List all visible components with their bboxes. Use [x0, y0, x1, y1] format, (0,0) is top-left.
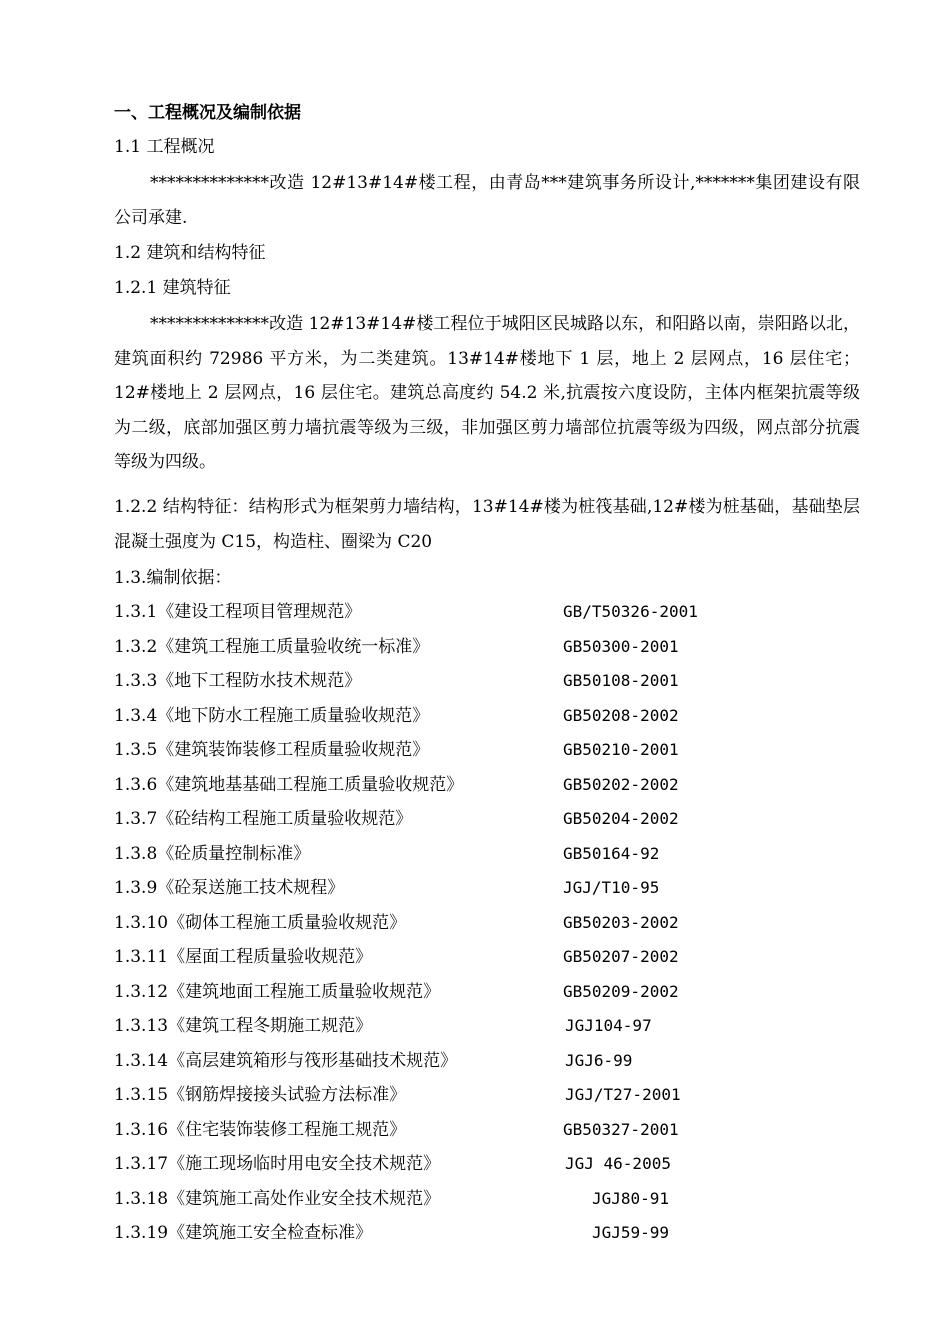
reference-code: GB50210-2001 [563, 740, 679, 759]
reference-item [114, 1050, 860, 1072]
subsection-1-2-1: 1.2.1 建筑特征 [114, 278, 231, 298]
subsection-1-1: 1.1 工程概况 [114, 137, 215, 157]
reference-code: JGJ59-99 [592, 1223, 670, 1242]
reference-code: GB50208-2002 [563, 706, 679, 725]
reference-item [114, 739, 860, 761]
reference-title: 1.3.8《砼质量控制标准》 [114, 844, 311, 864]
reference-title: 1.3.9《砼泵送施工技术规程》 [114, 878, 345, 898]
reference-title: 1.3.2《建筑工程施工质量验收统一标准》 [114, 637, 430, 657]
reference-title: 1.3.18《建筑施工高处作业安全技术规范》 [114, 1189, 441, 1209]
reference-title: 1.3.12《建筑地面工程施工质量验收规范》 [114, 982, 441, 1002]
reference-item [114, 774, 860, 796]
reference-item [114, 1119, 860, 1141]
reference-title: 1.3.10《砌体工程施工质量验收规范》 [114, 913, 407, 933]
overview-paragraph: **************改造 12#13#14#楼工程，由青岛***建筑事务所设计,*******集团建设有限公司承建. [114, 173, 860, 228]
reference-title: 1.3.7《砼结构工程施工质量验收规范》 [114, 809, 413, 829]
reference-code: JGJ104-97 [565, 1016, 652, 1035]
reference-code: GB50300-2001 [563, 637, 679, 656]
reference-code: JGJ 46-2005 [565, 1154, 671, 1173]
reference-item [114, 1222, 860, 1244]
reference-title: 1.3.19《建筑施工安全检查标准》 [114, 1223, 373, 1243]
reference-code: GB50209-2002 [563, 982, 679, 1001]
reference-item [114, 1188, 860, 1210]
structure-paragraph: 1.2.2 结构特征：结构形式为框架剪力墙结构，13#14#楼为桩筏基础,12#楼为桩基础，基础垫层混凝土强度为 C15，构造柱、圈梁为 C20 [114, 497, 860, 552]
reference-item [114, 1015, 860, 1037]
reference-item [114, 843, 860, 865]
reference-item [114, 670, 860, 692]
reference-code: GB50203-2002 [563, 913, 679, 932]
reference-title: 1.3.1《建设工程项目管理规范》 [114, 602, 362, 622]
reference-code: GB50108-2001 [563, 671, 679, 690]
reference-code: GB/T50326-2001 [563, 602, 698, 621]
reference-title: 1.3.16《住宅装饰装修工程施工规范》 [114, 1120, 407, 1140]
architecture-paragraph: **************改造 12#13#14#楼工程位于城阳区民城路以东，和阳路以南，崇阳路以北，建筑面积约 72986 平方米，为二类建筑。13#14#楼地下 1 层，地上 2 层网点，16 层住宅；12#楼地上 2 层网点，16 层住宅。建筑总高度约 54.2 米,抗震按六度设防，主体内框架抗震等级为二级，底部加强区剪力墙抗震等级为三级，非加强区剪力墙部位抗震等级为四级，网点部分抗震等级为四级。 [114, 314, 860, 472]
reference-item [114, 808, 860, 830]
reference-code: GB50204-2002 [563, 809, 679, 828]
reference-title: 1.3.13《建筑工程冬期施工规范》 [114, 1016, 373, 1036]
reference-title: 1.3.5《建筑装饰装修工程质量验收规范》 [114, 740, 430, 760]
reference-item [114, 877, 860, 899]
reference-code: JGJ/T10-95 [563, 878, 660, 897]
reference-code: JGJ80-91 [592, 1189, 670, 1208]
reference-title: 1.3.15《钢筋焊接接头试验方法标准》 [114, 1085, 407, 1105]
reference-item [114, 636, 860, 658]
reference-code: GB50202-2002 [563, 775, 679, 794]
subsection-1-3: 1.3.编制依据： [114, 568, 232, 588]
reference-code: GB50207-2002 [563, 947, 679, 966]
section-title: 一、工程概况及编制依据 [114, 103, 301, 123]
reference-item [114, 946, 860, 968]
reference-title: 1.3.14《高层建筑箱形与筏形基础技术规范》 [114, 1051, 458, 1071]
reference-item [114, 1153, 860, 1175]
reference-item [114, 601, 860, 623]
subsection-1-2: 1.2 建筑和结构特征 [114, 243, 266, 263]
reference-item [114, 705, 860, 727]
reference-item [114, 912, 860, 934]
reference-code: GB50164-92 [563, 844, 660, 863]
reference-title: 1.3.3《地下工程防水技术规范》 [114, 671, 362, 691]
reference-item [114, 981, 860, 1003]
reference-code: JGJ6-99 [565, 1051, 633, 1070]
reference-title: 1.3.11《屋面工程质量验收规范》 [114, 947, 373, 967]
reference-code: GB50327-2001 [563, 1120, 679, 1139]
reference-title: 1.3.17《施工现场临时用电安全技术规范》 [114, 1154, 441, 1174]
reference-code: JGJ/T27-2001 [565, 1085, 681, 1104]
reference-title: 1.3.4《地下防水工程施工质量验收规范》 [114, 706, 430, 726]
reference-item [114, 1084, 860, 1106]
reference-title: 1.3.6《建筑地基基础工程施工质量验收规范》 [114, 775, 464, 795]
